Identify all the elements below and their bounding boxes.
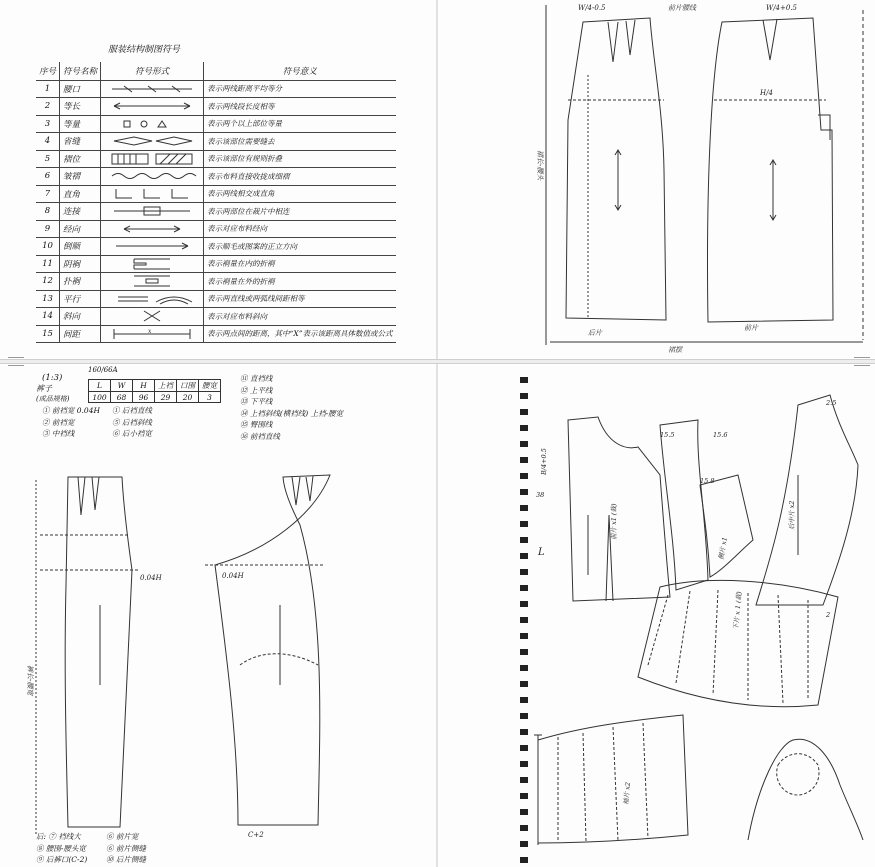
symbol-name: 省缝 [60, 133, 101, 151]
binding-ring [520, 761, 528, 767]
binding-ring [520, 441, 528, 447]
binding-ring [520, 841, 528, 847]
symbol-row [36, 80, 396, 98]
spec-value-cell: 3 [199, 392, 221, 403]
binding-ring [520, 377, 528, 383]
blouse-left-marker: L [538, 547, 545, 558]
symbol-row [36, 308, 396, 326]
symbol-row [36, 133, 396, 151]
symbol-form-icon [104, 152, 200, 166]
symbol-form [101, 220, 204, 238]
binding-ring [520, 825, 528, 831]
skirt-label-top-right: W/4+0.5 [766, 4, 798, 12]
symbol-form [101, 150, 204, 168]
spec-header-cell: H [133, 380, 155, 392]
pants-front-outline [65, 477, 132, 827]
symbol-meaning: 表示裥量在外的折裥 [204, 273, 396, 291]
symbol-meaning: 表示该部位有规则折叠 [204, 150, 396, 168]
symbol-row [36, 185, 396, 203]
blouse-left-bracket [534, 735, 542, 845]
symbol-row [36, 115, 396, 133]
symbol-form-icon [104, 257, 200, 271]
symbol-no: 13 [36, 290, 60, 308]
symbols-table [36, 62, 396, 343]
symbol-meaning: 表示两直线或两弧线间距相等 [204, 290, 396, 308]
divider-grip-left[interactable] [8, 357, 24, 366]
pants-back-dart-2 [306, 476, 313, 501]
spec-header-cell: L [89, 380, 111, 392]
pants-label-bottom: C+2 [248, 831, 264, 839]
symbol-row [36, 290, 396, 308]
symbol-form-icon [104, 82, 200, 96]
binding-ring [520, 745, 528, 751]
symbol-form [101, 308, 204, 326]
binding-ring [520, 537, 528, 543]
symbol-meaning: 表示两线段长度相等 [204, 98, 396, 116]
symbol-name: 阴裥 [60, 255, 101, 273]
pattern-note: ⑪ 直裆线 [240, 374, 273, 383]
header-meaning: 符号意义 [204, 62, 396, 80]
symbol-form [101, 168, 204, 186]
blouse-sleeve-cap [777, 754, 819, 795]
pattern-note: ① 前裆宽 0.04H [42, 406, 101, 415]
symbol-name: 倒顺 [60, 238, 101, 256]
header-no: 序号 [36, 62, 60, 80]
binding-ring [520, 585, 528, 591]
symbol-form [101, 185, 204, 203]
symbol-name: 经向 [60, 220, 101, 238]
symbol-form-icon [104, 274, 200, 288]
binding-ring [520, 809, 528, 815]
spec-value-cell: 29 [155, 392, 177, 403]
symbol-no: 14 [36, 308, 60, 326]
skirt-label-side-length: 裙长-腰头 [536, 150, 544, 181]
binding-ring [520, 793, 528, 799]
blouse-num-38: 38 [536, 491, 545, 499]
pattern-note: ⑯ 前裆直线 [240, 431, 280, 441]
binding-ring [520, 409, 528, 415]
skirt-pattern-panel [438, 0, 875, 358]
skirt-label-hip: H/4 [760, 89, 773, 97]
pattern-note: 后: ⑦ 裆线大 [36, 832, 81, 841]
symbol-row [36, 255, 396, 273]
symbol-no: 1 [36, 80, 60, 98]
blouse-label-sleeve: 袖片 x2 [622, 781, 632, 806]
binding-ring [520, 617, 528, 623]
pants-label-side: 裤长-腰宽 [26, 665, 34, 696]
pattern-note: ② 前裆宽 [42, 417, 75, 427]
vertical-divider [436, 0, 438, 867]
symbol-no: 9 [36, 220, 60, 238]
skirt-pattern-drawing [438, 0, 875, 358]
pants-spec-title: 160/66A [88, 366, 118, 374]
symbol-no: 2 [36, 98, 60, 116]
symbol-no: 8 [36, 203, 60, 221]
symbol-meaning: 表示裥量在内的折裥 [204, 255, 396, 273]
symbol-meaning: 表示布料直接收拢成细褶 [204, 168, 396, 186]
skirt-grain-front [770, 160, 776, 220]
symbol-meaning: 表示对应布料斜向 [204, 308, 396, 326]
symbol-form-icon [104, 169, 200, 183]
blouse-label-back: 后中片 x2 [788, 500, 796, 530]
symbol-row [36, 325, 396, 343]
pants-size-label-sub: (成品规格) [36, 395, 70, 403]
symbol-name: 平行 [60, 290, 101, 308]
pattern-note: ⑬ 下平线 [240, 397, 273, 406]
pants-label-004h: 0.04H [140, 574, 162, 582]
symbol-form [101, 115, 204, 133]
pants-pattern-drawing [0, 365, 437, 867]
spec-value-cell: 68 [111, 392, 133, 403]
pants-label-h: 0.04H [222, 572, 244, 580]
symbol-name: 间距 [60, 325, 101, 343]
pattern-note: ⑧ 腰围-腰头宽 [36, 843, 86, 853]
skirt-front-dart [763, 19, 777, 60]
blouse-measure-1: 15.5 [660, 431, 675, 439]
blouse-label-front: 前片 x1 (裁) [610, 503, 618, 540]
pattern-note: ① 后裆直线 [112, 406, 152, 415]
symbol-form [101, 98, 204, 116]
pants-scale: (1:3) [42, 373, 63, 383]
binding-ring [520, 729, 528, 735]
svg-text:x: x [148, 327, 152, 335]
binding-ring [520, 521, 528, 527]
symbol-name: 直角 [60, 185, 101, 203]
binding-ring [520, 857, 528, 863]
pattern-note: ⑤ 后裆斜线 [112, 417, 152, 427]
symbol-row [36, 203, 396, 221]
symbols-body [36, 80, 396, 343]
pants-footer-left [36, 831, 87, 866]
skirt-back-outline [566, 18, 666, 320]
pants-back-outline [215, 475, 330, 825]
skirt-label-top-left: W/4-0.5 [578, 4, 606, 12]
symbol-name: 扑裥 [60, 273, 101, 291]
binding-ring [520, 489, 528, 495]
binding-ring [520, 393, 528, 399]
pattern-note: ⑥ 前片侧缝 [106, 843, 146, 853]
spec-header-cell: 口围 [177, 380, 199, 392]
symbol-no: 5 [36, 150, 60, 168]
pattern-note: ⑥ 前片宽 [106, 832, 139, 841]
symbol-row [36, 273, 396, 291]
spec-header-cell: W [111, 380, 133, 392]
symbol-form [101, 325, 204, 343]
blouse-b-label: B/4+0.5 [540, 448, 548, 475]
symbol-form [101, 290, 204, 308]
binding-ring [520, 505, 528, 511]
symbols-header-row [36, 62, 396, 80]
spec-value-cell: 96 [133, 392, 155, 403]
blouse-measure-4: 2.5 [826, 399, 837, 407]
blouse-back-piece [756, 395, 858, 605]
symbol-no: 6 [36, 168, 60, 186]
symbols-panel [0, 0, 437, 358]
binding-ring [520, 649, 528, 655]
binding-ring [520, 569, 528, 575]
binding-ring [520, 713, 528, 719]
pattern-note: ⑫ 上平线 [240, 385, 273, 395]
symbol-form [101, 255, 204, 273]
pattern-note: ⑥ 后小裆宽 [112, 429, 152, 438]
pattern-note: ⑭ 上裆斜线(横裆线) 上裆-腰宽 [240, 408, 344, 418]
header-name: 符号名称 [60, 62, 101, 80]
pants-back-dart-1 [292, 477, 300, 505]
skirt-label-bottom: 裙摆 [668, 346, 682, 354]
skirt-back-dart-2 [626, 20, 635, 55]
symbol-form [101, 238, 204, 256]
symbol-form-icon [104, 222, 200, 236]
binding-ring [520, 457, 528, 463]
pattern-note: ③ 中裆线 [42, 429, 75, 438]
symbol-form-icon [104, 117, 200, 131]
symbol-row [36, 150, 396, 168]
symbol-row [36, 238, 396, 256]
blouse-label-side: 侧片 x1 [717, 536, 729, 561]
skirt-back-dart-1 [608, 22, 618, 62]
symbol-meaning: 表示两线距离平均等分 [204, 80, 396, 98]
symbol-form-icon [104, 327, 200, 341]
skirt-label-front: 前片 [744, 324, 758, 332]
blouse-measure-2: 15.6 [713, 431, 728, 439]
symbol-form [101, 133, 204, 151]
skirt-grain-back [615, 150, 621, 210]
binding-ring [520, 777, 528, 783]
blouse-front-piece [568, 417, 670, 601]
binding-ring [520, 601, 528, 607]
symbol-meaning: 表示两部位在裁片中相连 [204, 203, 396, 221]
binding-ring [520, 633, 528, 639]
binding-ring [520, 681, 528, 687]
symbol-name: 连接 [60, 203, 101, 221]
symbol-form-icon [104, 99, 200, 113]
symbol-no: 4 [36, 133, 60, 151]
symbol-no: 3 [36, 115, 60, 133]
symbol-name: 斜向 [60, 308, 101, 326]
symbol-meaning: 表示两线相交成直角 [204, 185, 396, 203]
spec-header-cell: 腰宽 [199, 380, 221, 392]
symbol-name: 等量 [60, 115, 101, 133]
blouse-measure-3: 15.8 [700, 477, 715, 485]
pants-front-dart-2 [92, 477, 99, 510]
symbol-name: 等长 [60, 98, 101, 116]
symbol-row [36, 98, 396, 116]
header-form: 符号形式 [101, 62, 204, 80]
symbol-meaning: 表示两个以上部位等量 [204, 115, 396, 133]
symbol-name: 褶位 [60, 150, 101, 168]
binding-ring [520, 473, 528, 479]
symbol-form-icon [104, 204, 200, 218]
skirt-front-outline [708, 18, 833, 322]
pants-front-dart-1 [78, 477, 85, 515]
blouse-sleeve [748, 739, 863, 840]
symbol-meaning: 表示该部位需要缝去 [204, 133, 396, 151]
pattern-note: ⑮ 臀围线 [240, 420, 273, 429]
binding-ring [520, 425, 528, 431]
notebook-binding [520, 377, 528, 863]
skirt-label-back: 后片 [588, 329, 602, 337]
symbol-form-icon [104, 134, 200, 148]
divider-grip-right[interactable] [854, 357, 870, 366]
symbol-name: 腰口 [60, 80, 101, 98]
blouse-pattern-drawing [438, 365, 875, 867]
blouse-peplum-inner [648, 590, 808, 703]
symbol-form [101, 273, 204, 291]
symbol-form [101, 80, 204, 98]
binding-ring [520, 665, 528, 671]
pattern-note: ⑩ 后片侧缝 [106, 855, 146, 864]
pants-back-knee-curve [240, 654, 318, 665]
blouse-label-yoke: 下片 x 1 (裁) [732, 591, 744, 631]
pants-pattern-panel [0, 365, 437, 867]
blouse-num-2: 2 [826, 611, 831, 619]
symbols-title: 服装结构制图符号 [108, 45, 181, 55]
pattern-note: ⑨ 后裤口(C-2) [36, 855, 88, 864]
binding-ring [520, 553, 528, 559]
pants-size-label-main: 裤子 [36, 384, 52, 393]
symbol-name: 皱褶 [60, 168, 101, 186]
symbol-no: 15 [36, 325, 60, 343]
symbol-no: 7 [36, 185, 60, 203]
skirt-label-top-mid: 前片腰线 [668, 4, 696, 12]
symbol-no: 10 [36, 238, 60, 256]
symbol-row [36, 168, 396, 186]
blouse-pattern-panel [438, 365, 875, 867]
blouse-yoke-piece [700, 475, 753, 577]
binding-ring [520, 697, 528, 703]
spec-value-cell: 100 [89, 392, 111, 403]
blouse-lower-yoke-inner [558, 723, 648, 841]
symbol-row [36, 220, 396, 238]
symbol-no: 11 [36, 255, 60, 273]
symbol-no: 12 [36, 273, 60, 291]
symbol-form-icon [104, 292, 200, 306]
symbol-form-icon [104, 239, 200, 253]
spec-header-cell: 上裆 [155, 380, 177, 392]
symbol-meaning: 表示对应布料经向 [204, 220, 396, 238]
symbol-form [101, 203, 204, 221]
spec-value-cell: 20 [177, 392, 199, 403]
pants-footer-mid [106, 831, 146, 866]
symbol-meaning: 表示顺毛或图案的正立方向 [204, 238, 396, 256]
symbol-form-icon [104, 187, 200, 201]
horizontal-divider[interactable] [0, 359, 875, 364]
symbol-form-icon [104, 309, 200, 323]
symbol-meaning: 表示两点间的距离，其中“X”表示该距离具体数值或公式 [204, 325, 396, 343]
